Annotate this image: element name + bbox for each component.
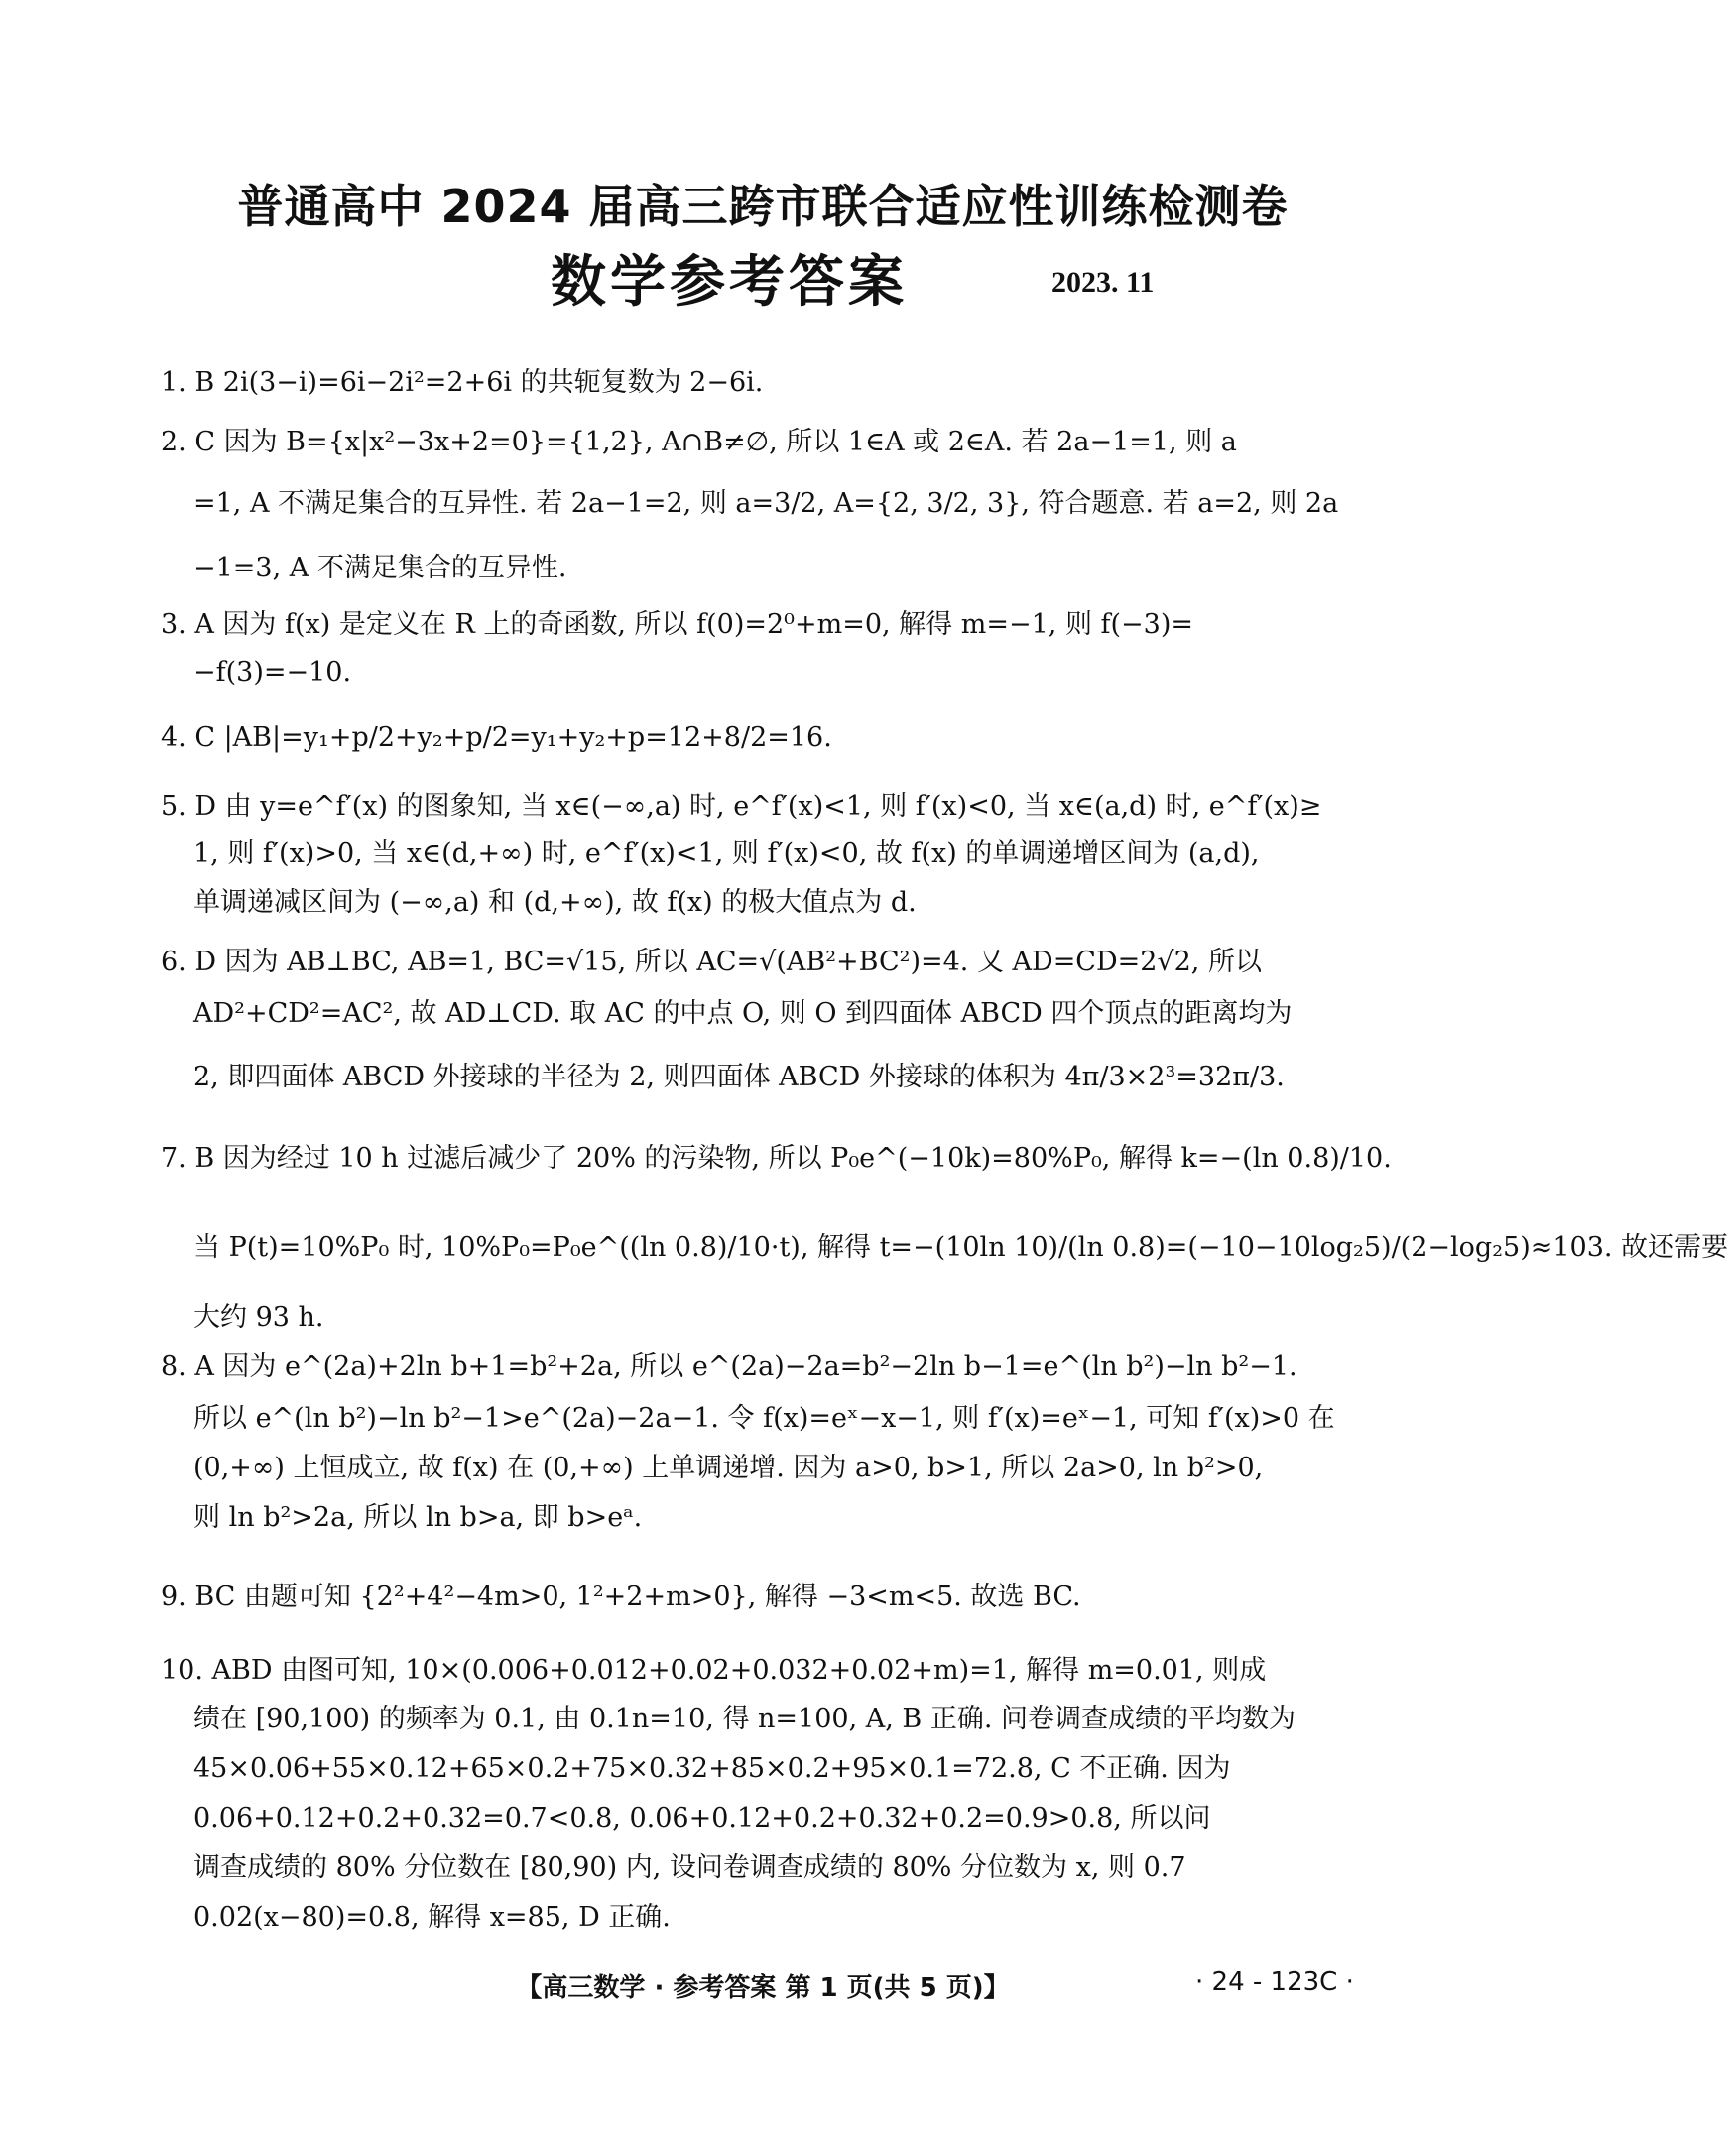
answer-line-10-cont: 0.02(x−80)=0.8, 解得 x=85, D 正确. bbox=[193, 1902, 671, 1933]
answer-line-7-cont: 当 P(t)=10%P₀ 时, 10%P₀=P₀e^((ln 0.8)/10·t), 解得 t=−(10ln 10)/(ln 0.8)=(−10−10log₂5)/(2−log₂5)≈103. 故还需要 bbox=[193, 1232, 1728, 1263]
answer-line-2-cont: −1=3, A 不满足集合的互异性. bbox=[193, 553, 567, 583]
answer-line-5: 5. D 由 y=e^f′(x) 的图象知, 当 x∈(−∞,a) 时, e^f′(x)<1, 则 f′(x)<0, 当 x∈(a,d) 时, e^f′(x)≥ bbox=[161, 791, 1322, 822]
answer-line-10-cont: 调查成绩的 80% 分位数在 [80,90) 内, 设问卷调查成绩的 80% 分位数为 x, 则 0.7 bbox=[193, 1852, 1186, 1883]
document-date: 2023. 11 bbox=[1051, 266, 1155, 299]
answer-line-5-cont: 单调递减区间为 (−∞,a) 和 (d,+∞), 故 f(x) 的极大值点为 d. bbox=[193, 887, 917, 918]
answer-line-5-cont: 1, 则 f′(x)>0, 当 x∈(d,+∞) 时, e^f′(x)<1, 则 f′(x)<0, 故 f(x) 的单调递增区间为 (a,d), bbox=[193, 838, 1260, 869]
answer-line-10-cont: 0.06+0.12+0.2+0.32=0.7<0.8, 0.06+0.12+0.2+0.32+0.2=0.9>0.8, 所以问 bbox=[193, 1803, 1211, 1834]
answer-line-8: 8. A 因为 e^(2a)+2ln b+1=b²+2a, 所以 e^(2a)−2a=b²−2ln b−1=e^(ln b²)−ln b²−1. bbox=[161, 1351, 1297, 1382]
answer-line-8-cont: (0,+∞) 上恒成立, 故 f(x) 在 (0,+∞) 上单调递增. 因为 a>0, b>1, 所以 2a>0, ln b²>0, bbox=[193, 1453, 1264, 1483]
answer-line-7: 7. B 因为经过 10 h 过滤后减少了 20% 的污染物, 所以 P₀e^(−10k)=80%P₀, 解得 k=−(ln 0.8)/10. bbox=[161, 1143, 1392, 1174]
answer-line-7-cont: 大约 93 h. bbox=[193, 1302, 324, 1332]
answer-line-2-cont: =1, A 不满足集合的互异性. 若 2a−1=2, 则 a=3/2, A={2, 3/2, 3}, 符合题意. 若 a=2, 则 2a bbox=[193, 488, 1339, 519]
answer-line-6-cont: AD²+CD²=AC², 故 AD⊥CD. 取 AC 的中点 O, 则 O 到四面体 ABCD 四个顶点的距离均为 bbox=[193, 998, 1293, 1029]
answer-line-10-cont: 绩在 [90,100) 的频率为 0.1, 由 0.1n=10, 得 n=100, A, B 正确. 问卷调查成绩的平均数为 bbox=[193, 1704, 1296, 1734]
answer-line-9: 9. BC 由题可知 {2²+4²−4m>0, 1²+2+m>0}, 解得 −3<m<5. 故选 BC. bbox=[161, 1582, 1081, 1612]
document-subtitle: 数学参考答案 bbox=[551, 250, 908, 315]
answer-line-6: 6. D 因为 AB⊥BC, AB=1, BC=√15, 所以 AC=√(AB²+BC²)=4. 又 AD=CD=2√2, 所以 bbox=[161, 947, 1262, 977]
answer-line-2: 2. C 因为 B={x|x²−3x+2=0}={1,2}, A∩B≠∅, 所以 1∈A 或 2∈A. 若 2a−1=1, 则 a bbox=[161, 427, 1237, 457]
answer-line-10-cont: 45×0.06+55×0.12+65×0.2+75×0.32+85×0.2+95×0.1=72.8, C 不正确. 因为 bbox=[193, 1753, 1231, 1784]
page-footer: 【高三数学 · 参考答案 第 1 页(共 5 页)】 bbox=[516, 1973, 1010, 2003]
answer-line-3: 3. A 因为 f(x) 是定义在 R 上的奇函数, 所以 f(0)=2⁰+m=0, 解得 m=−1, 则 f(−3)= bbox=[161, 609, 1194, 640]
answer-line-6-cont: 2, 即四面体 ABCD 外接球的半径为 2, 则四面体 ABCD 外接球的体积为 4π/3×2³=32π/3. bbox=[193, 1062, 1285, 1092]
answer-line-8-cont: 所以 e^(ln b²)−ln b²−1>e^(2a)−2a−1. 令 f(x)=eˣ−x−1, 则 f′(x)=eˣ−1, 可知 f′(x)>0 在 bbox=[193, 1403, 1335, 1434]
answer-line-4: 4. C |AB|=y₁+p/2+y₂+p/2=y₁+y₂+p=12+8/2=16. bbox=[161, 722, 832, 753]
answer-line-1: 1. B 2i(3−i)=6i−2i²=2+6i 的共轭复数为 2−6i. bbox=[161, 367, 764, 398]
document-title: 普通高中 2024 届高三跨市联合适应性训练检测卷 bbox=[237, 180, 1289, 233]
document-code: · 24 - 123C · bbox=[1195, 1967, 1354, 1997]
answer-line-8-cont: 则 ln b²>2a, 所以 ln b>a, 即 b>eᵃ. bbox=[193, 1502, 643, 1533]
answer-line-10: 10. ABD 由图可知, 10×(0.006+0.012+0.02+0.032+0.02+m)=1, 解得 m=0.01, 则成 bbox=[161, 1655, 1267, 1686]
answer-line-3-cont: −f(3)=−10. bbox=[193, 657, 352, 688]
